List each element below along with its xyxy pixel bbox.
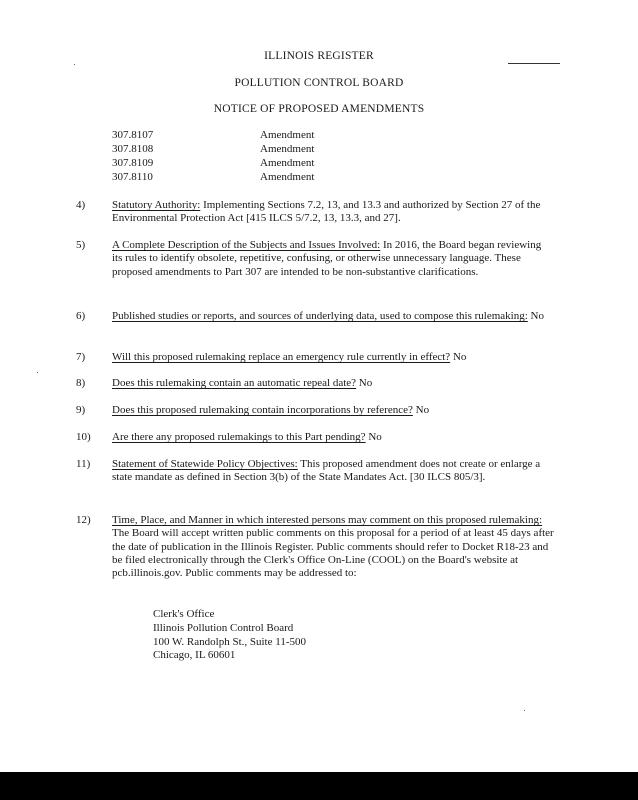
mailing-address [153, 608, 306, 663]
item-text: No [450, 351, 467, 363]
item-body [112, 514, 554, 580]
item-number: 9) [76, 404, 86, 416]
item-body [112, 377, 554, 390]
item-label: Are there any proposed rulemakings to this Part pending? [112, 431, 366, 443]
item-body [112, 310, 554, 323]
register-title: ILLINOIS REGISTER [264, 50, 374, 62]
section-number: 307.8107 [112, 129, 154, 141]
item-body [112, 458, 554, 485]
scan-border [0, 772, 638, 800]
item-label: Statement of Statewide Policy Objectives: [112, 458, 298, 470]
scan-speck [74, 64, 75, 65]
item-text: The Board will accept written public comments on this proposal for a period of at least 45 days after the date of publication in the Illinois Register. Public comments should refer to Docket R18-23 and be filed electronically through the Clerk's Office On-Line (COOL) on the Board's website at pcb.illinois.gov. Public comments may be addressed to: [112, 527, 554, 580]
address-line: Chicago, IL 60601 [153, 649, 236, 662]
item-body [112, 351, 554, 364]
item-text: Implementing Sections 7.2, 13, and 13.3 and authorized by Section 27 of the Environmental Protection Act [415 ILCS 5/7.2, 13, 13.3, and 27]. [112, 199, 541, 225]
item-text: No [356, 377, 373, 389]
item-body [112, 431, 554, 444]
scan-speck [524, 710, 525, 711]
scan-speck [37, 372, 38, 373]
section-action: Amendment [260, 171, 315, 183]
item-label: Does this rulemaking contain an automatic repeal date? [112, 377, 357, 389]
item-number: 11) [76, 458, 91, 470]
item-text: No [365, 431, 382, 443]
item-label: Time, Place, and Manner in which interested persons may comment on this proposed rulemaking: [112, 514, 543, 526]
item-label: A Complete Description of the Subjects and Issues Involved: [112, 239, 381, 251]
section-action: Amendment [260, 143, 315, 155]
address-line: Illinois Pollution Control Board [153, 621, 294, 634]
section-number: 307.8110 [112, 171, 153, 183]
item-number: 10) [76, 431, 91, 443]
item-label: Statutory Authority: [112, 199, 201, 211]
item-number: 12) [76, 514, 91, 526]
item-text: No [412, 404, 430, 416]
section-number: 307.8108 [112, 143, 154, 155]
address-line: Clerk's Office [153, 608, 215, 620]
item-body [112, 199, 554, 226]
item-text: In 2016, the Board began reviewing its rules to identify obsolete, repetitive, confusing, or otherwise unnecessary language. These proposed amendments to Part 307 are intended to be non-substantive clarifications. [112, 239, 542, 278]
item-number: 4) [76, 199, 86, 211]
item-body [112, 404, 554, 417]
notice-title: NOTICE OF PROPOSED AMENDMENTS [213, 103, 425, 115]
header-rule [508, 63, 560, 64]
section-action: Amendment [260, 157, 315, 169]
board-title: POLLUTION CONTROL BOARD [234, 77, 404, 89]
section-number: 307.8109 [112, 157, 154, 169]
item-text: This proposed amendment does not create or enlarge a state mandate as defined in Section 3(b) of the State Mandates Act. [30 ILCS 805/3]. [112, 458, 541, 484]
item-number: 7) [76, 351, 86, 363]
item-text: No [527, 310, 544, 322]
item-number: 5) [76, 239, 86, 251]
item-label: Published studies or reports, and sources of underlying data, used to compose this rulemaking: [112, 310, 528, 322]
item-label: Does this proposed rulemaking contain incorporations by reference? [112, 404, 413, 416]
item-body [112, 239, 554, 279]
section-action: Amendment [260, 129, 315, 141]
item-label: Will this proposed rulemaking replace an emergency rule currently in effect? [112, 351, 451, 363]
address-line: 100 W. Randolph St., Suite 11-500 [153, 635, 306, 648]
item-number: 8) [76, 377, 86, 389]
item-number: 6) [76, 310, 86, 322]
